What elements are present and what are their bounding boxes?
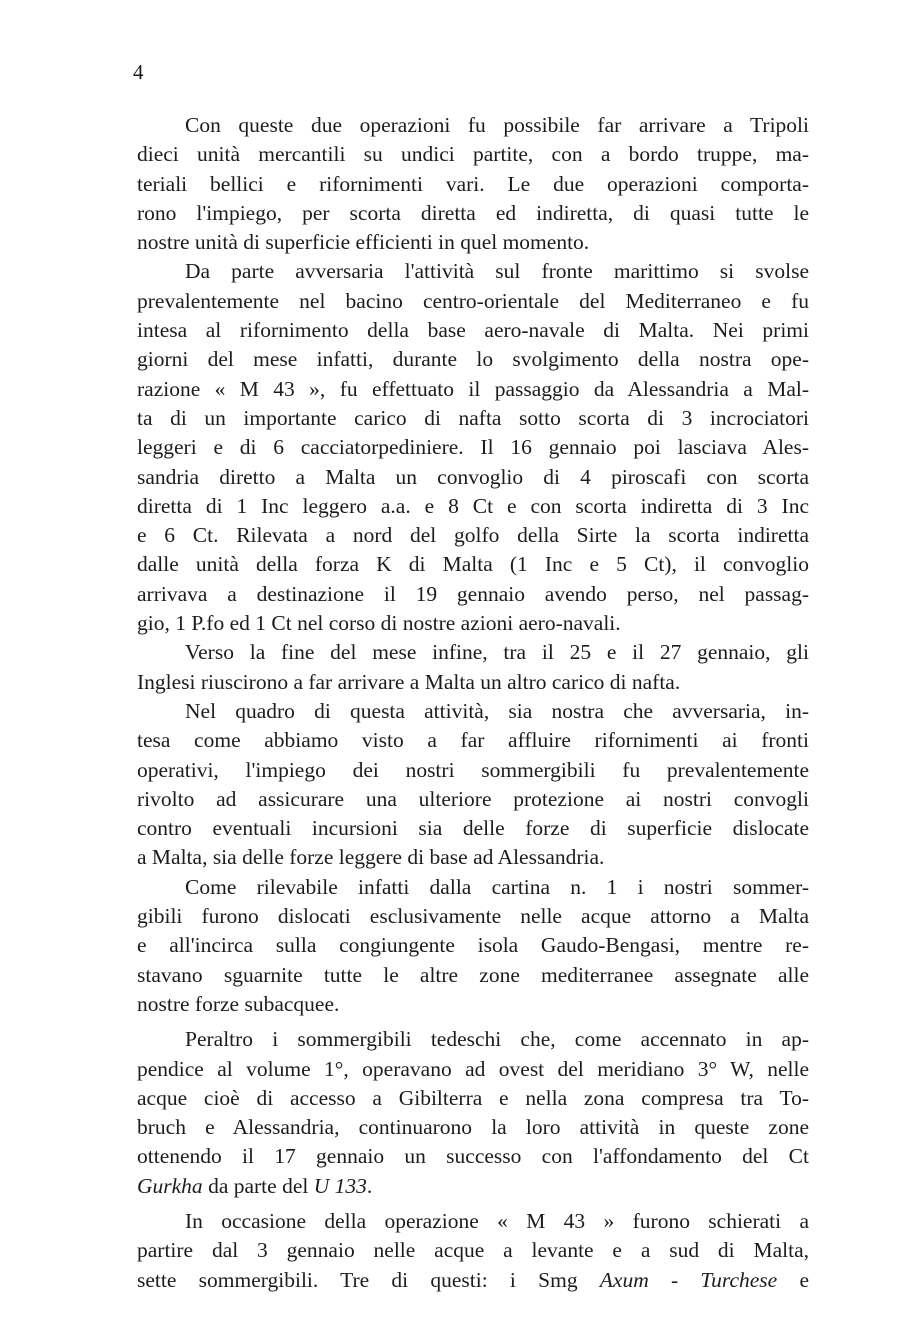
text-line: pendice al volume 1°, operavano ad ovest del meridiano 3° W, nelle xyxy=(137,1056,809,1081)
text-span: sette sommergibili. Tre di questi: i Smg xyxy=(137,1267,600,1292)
text-line: teriali bellici e rifornimenti vari. Le due operazioni comporta- xyxy=(137,171,809,196)
text-line: ta di un importante carico di nafta sotto scorta di 3 incrociatori xyxy=(137,405,809,430)
text-line: dalle unità della forza K di Malta (1 Inc e 5 Ct), il convoglio xyxy=(137,552,809,577)
text-line: partire dal 3 gennaio nelle acque a levante e a sud di Malta, xyxy=(137,1238,809,1263)
text-line: Inglesi riuscirono a far arrivare a Malta un altro carico di nafta. xyxy=(137,669,681,694)
page-number: 4 xyxy=(133,60,144,84)
text-line: Da parte avversaria l'attività sul fronte marittimo si svolse xyxy=(185,259,809,284)
text-span: da parte del xyxy=(202,1173,314,1198)
text-line: gibili furono dislocati esclusivamente nelle acque attorno a Malta xyxy=(137,904,809,929)
italic-text: Gurkha xyxy=(137,1173,203,1198)
text-line: operativi, l'impiego dei nostri sommergibili fu prevalentemente xyxy=(137,757,809,782)
text-line: diretta di 1 Inc leggero a.a. e 8 Ct e con scorta indiretta di 3 Inc xyxy=(137,493,809,518)
text-line: arrivava a destinazione il 19 gennaio avendo perso, nel passag- xyxy=(137,581,809,606)
text-line: Peraltro i sommergibili tedeschi che, come accennato in ap- xyxy=(185,1027,809,1052)
text-line: rivolto ad assicurare una ulteriore protezione ai nostri convogli xyxy=(137,786,809,811)
text-line: nostre forze subacquee. xyxy=(137,991,340,1016)
italic-text: U 133 xyxy=(313,1173,367,1198)
text-line: dieci unità mercantili su undici partite, con a bordo truppe, ma- xyxy=(137,142,809,167)
text-line: Con queste due operazioni fu possibile far arrivare a Tripoli xyxy=(185,113,809,137)
body-text xyxy=(137,111,809,1295)
text-line: a Malta, sia delle forze leggere di base ad Alessandria. xyxy=(137,845,605,870)
text-line: In occasione della operazione « M 43 » furono schierati a xyxy=(185,1208,809,1233)
text-line: contro eventuali incursioni sia delle forze di superficie dislocate xyxy=(137,816,809,841)
text-span: - xyxy=(648,1267,701,1292)
text-line: stavano sguarnite tutte le altre zone mediterranee assegnate alle xyxy=(137,962,809,987)
text-line: razione « M 43 », fu effettuato il passaggio da Alessandria a Mal- xyxy=(137,376,809,401)
text-line: rono l'impiego, per scorta diretta ed indiretta, di quasi tutte le xyxy=(137,200,809,225)
text-line: giorni del mese infatti, durante lo svolgimento della nostra ope- xyxy=(137,347,809,372)
text-line: ottenendo il 17 gennaio un successo con l'affondamento del Ct xyxy=(137,1144,809,1169)
text-line xyxy=(137,1172,809,1201)
text-line: e 6 Ct. Rilevata a nord del golfo della Sirte la scorta indiretta xyxy=(137,523,809,548)
text-span: . xyxy=(366,1173,373,1198)
text-line: gio, 1 P.fo ed 1 Ct nel corso di nostre azioni aero-navali. xyxy=(137,611,621,636)
text-line: Verso la fine del mese infine, tra il 25 e il 27 gennaio, gli xyxy=(185,640,809,665)
text-line: Come rilevabile infatti dalla cartina n. 1 i nostri sommer- xyxy=(185,874,809,899)
text-line: nostre unità di superficie efficienti in quel momento. xyxy=(137,230,590,255)
text-line: Nel quadro di questa attività, sia nostra che avversaria, in- xyxy=(185,698,809,723)
text-line: leggeri e di 6 cacciatorpediniere. Il 16 gennaio poi lasciava Ales- xyxy=(137,435,809,460)
text-line xyxy=(137,1266,809,1295)
text-line: bruch e Alessandria, continuarono la loro attività in queste zone xyxy=(137,1115,809,1140)
italic-text: Turchese xyxy=(700,1267,778,1292)
text-line: e all'incirca sulla congiungente isola Gaudo-Bengasi, mentre re- xyxy=(137,933,809,958)
text-line: prevalentemente nel bacino centro-orientale del Mediterraneo e fu xyxy=(137,288,809,313)
text-line: sandria diretto a Malta un convoglio di 4 piroscafi con scorta xyxy=(137,464,809,489)
text-line: intesa al rifornimento della base aero-navale di Malta. Nei primi xyxy=(137,318,809,343)
italic-text: Axum xyxy=(599,1267,649,1292)
text-line: tesa come abbiamo visto a far affluire rifornimenti ai fronti xyxy=(137,728,809,753)
text-span: e xyxy=(777,1267,809,1292)
text-line: acque cioè di accesso a Gibilterra e nella zona compresa tra To- xyxy=(137,1085,809,1110)
